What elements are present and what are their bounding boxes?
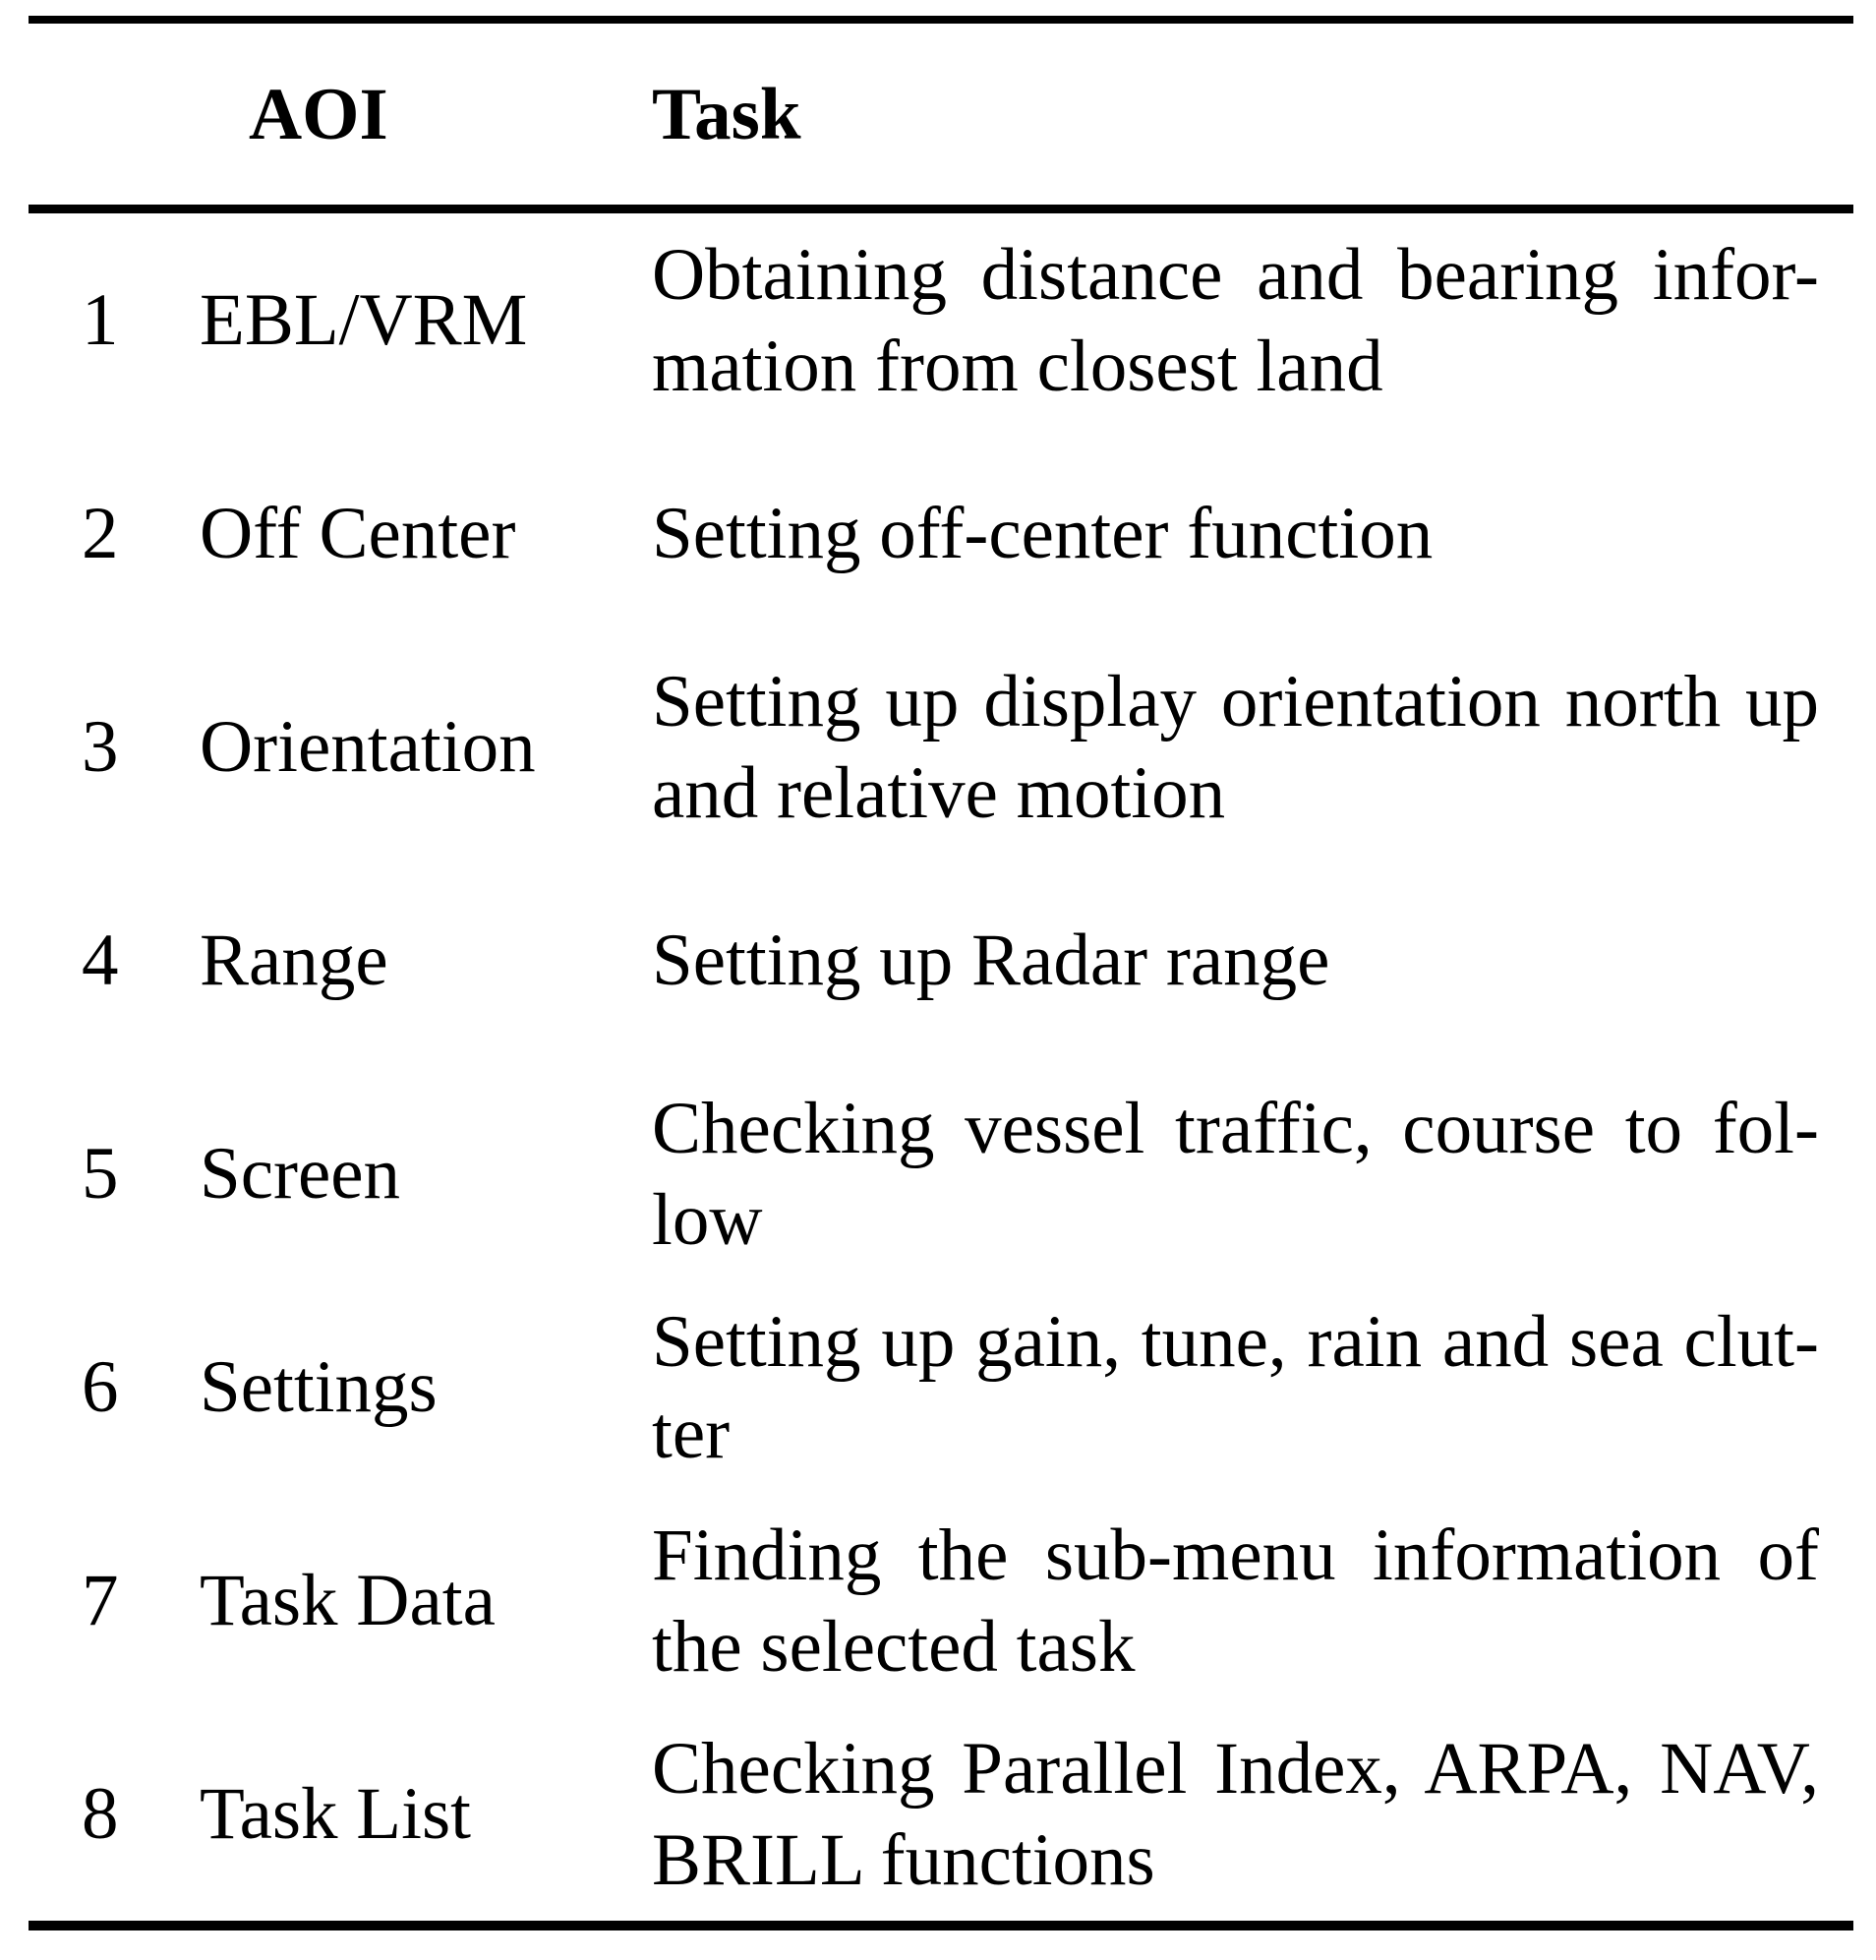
task-text-line: Setting up Radar range	[652, 920, 1330, 1001]
row-number-cell	[29, 701, 200, 793]
aoi-cell	[200, 1768, 652, 1860]
header-aoi-cell	[200, 69, 652, 160]
aoi-task-table	[29, 16, 1853, 1930]
aoi-label: Task Data	[200, 1560, 496, 1641]
row-number-cell	[29, 488, 200, 579]
row-number: 3	[82, 706, 119, 788]
row-number-cell	[29, 1555, 200, 1646]
task-text-line: Checking Parallel Index, ARPA, NAV,	[652, 1727, 1819, 1810]
task-cell	[652, 1723, 1853, 1906]
task-text-line: low	[652, 1178, 763, 1261]
task-text-line: ter	[652, 1392, 731, 1474]
task-text-line: Finding the sub-menu information of	[652, 1514, 1819, 1596]
row-number-cell	[29, 915, 200, 1006]
aoi-label: Range	[200, 920, 388, 1001]
row-number: 2	[82, 493, 119, 574]
task-cell	[652, 1083, 1853, 1266]
aoi-cell	[200, 1555, 652, 1646]
aoi-label: EBL/VRM	[200, 279, 528, 361]
aoi-label: Settings	[200, 1346, 438, 1428]
table-bottom-rule	[29, 1921, 1853, 1930]
task-text-line: Setting up display orientation north up	[652, 660, 1819, 742]
task-cell	[652, 1296, 1853, 1479]
aoi-cell	[200, 274, 652, 366]
table-header-rule	[29, 205, 1853, 213]
aoi-cell	[200, 1341, 652, 1433]
column-header-task: Task	[652, 73, 801, 155]
table-row-5	[29, 1067, 1853, 1280]
aoi-label: Task List	[200, 1773, 471, 1855]
row-number: 1	[82, 279, 119, 361]
row-number: 5	[82, 1133, 119, 1215]
table-row-6	[29, 1280, 1853, 1494]
task-cell	[652, 1510, 1853, 1693]
row-number-cell	[29, 1128, 200, 1219]
task-text-line: Setting off-center function	[652, 493, 1434, 574]
table-row-2	[29, 427, 1853, 640]
task-cell	[652, 915, 1853, 1006]
task-text-line: BRILL functions	[652, 1818, 1155, 1901]
task-cell	[652, 656, 1853, 839]
task-text-line: Obtaining distance and bearing infor-	[652, 233, 1819, 316]
aoi-cell	[200, 915, 652, 1006]
table-header-row	[29, 24, 1853, 205]
table-body	[29, 213, 1853, 1921]
row-number-cell	[29, 1768, 200, 1860]
aoi-cell	[200, 1128, 652, 1219]
table-row-1	[29, 213, 1853, 427]
row-number: 6	[82, 1346, 119, 1428]
header-task-cell	[652, 69, 1853, 160]
aoi-label: Off Center	[200, 493, 516, 574]
task-text-line: Checking vessel traffic, course to fol-	[652, 1087, 1819, 1169]
row-number: 7	[82, 1560, 119, 1641]
row-number-cell	[29, 274, 200, 366]
task-text-line: mation from closest land	[652, 325, 1383, 407]
aoi-cell	[200, 701, 652, 793]
task-text-line: the selected task	[652, 1605, 1136, 1688]
table-row-8	[29, 1707, 1853, 1921]
table-top-rule	[29, 16, 1853, 24]
task-text-line: and relative motion	[652, 751, 1226, 834]
task-cell	[652, 229, 1853, 412]
column-header-aoi: AOI	[249, 73, 388, 155]
row-number: 4	[82, 920, 119, 1001]
aoi-label: Orientation	[200, 706, 536, 788]
task-cell	[652, 488, 1853, 579]
table-row-7	[29, 1494, 1853, 1707]
row-number: 8	[82, 1773, 119, 1855]
row-number-cell	[29, 1341, 200, 1433]
task-text-line: Setting up gain, tune, rain and sea clut-	[652, 1300, 1819, 1383]
aoi-label: Screen	[200, 1133, 401, 1215]
table-row-3	[29, 640, 1853, 854]
aoi-cell	[200, 488, 652, 579]
table-row-4	[29, 854, 1853, 1067]
